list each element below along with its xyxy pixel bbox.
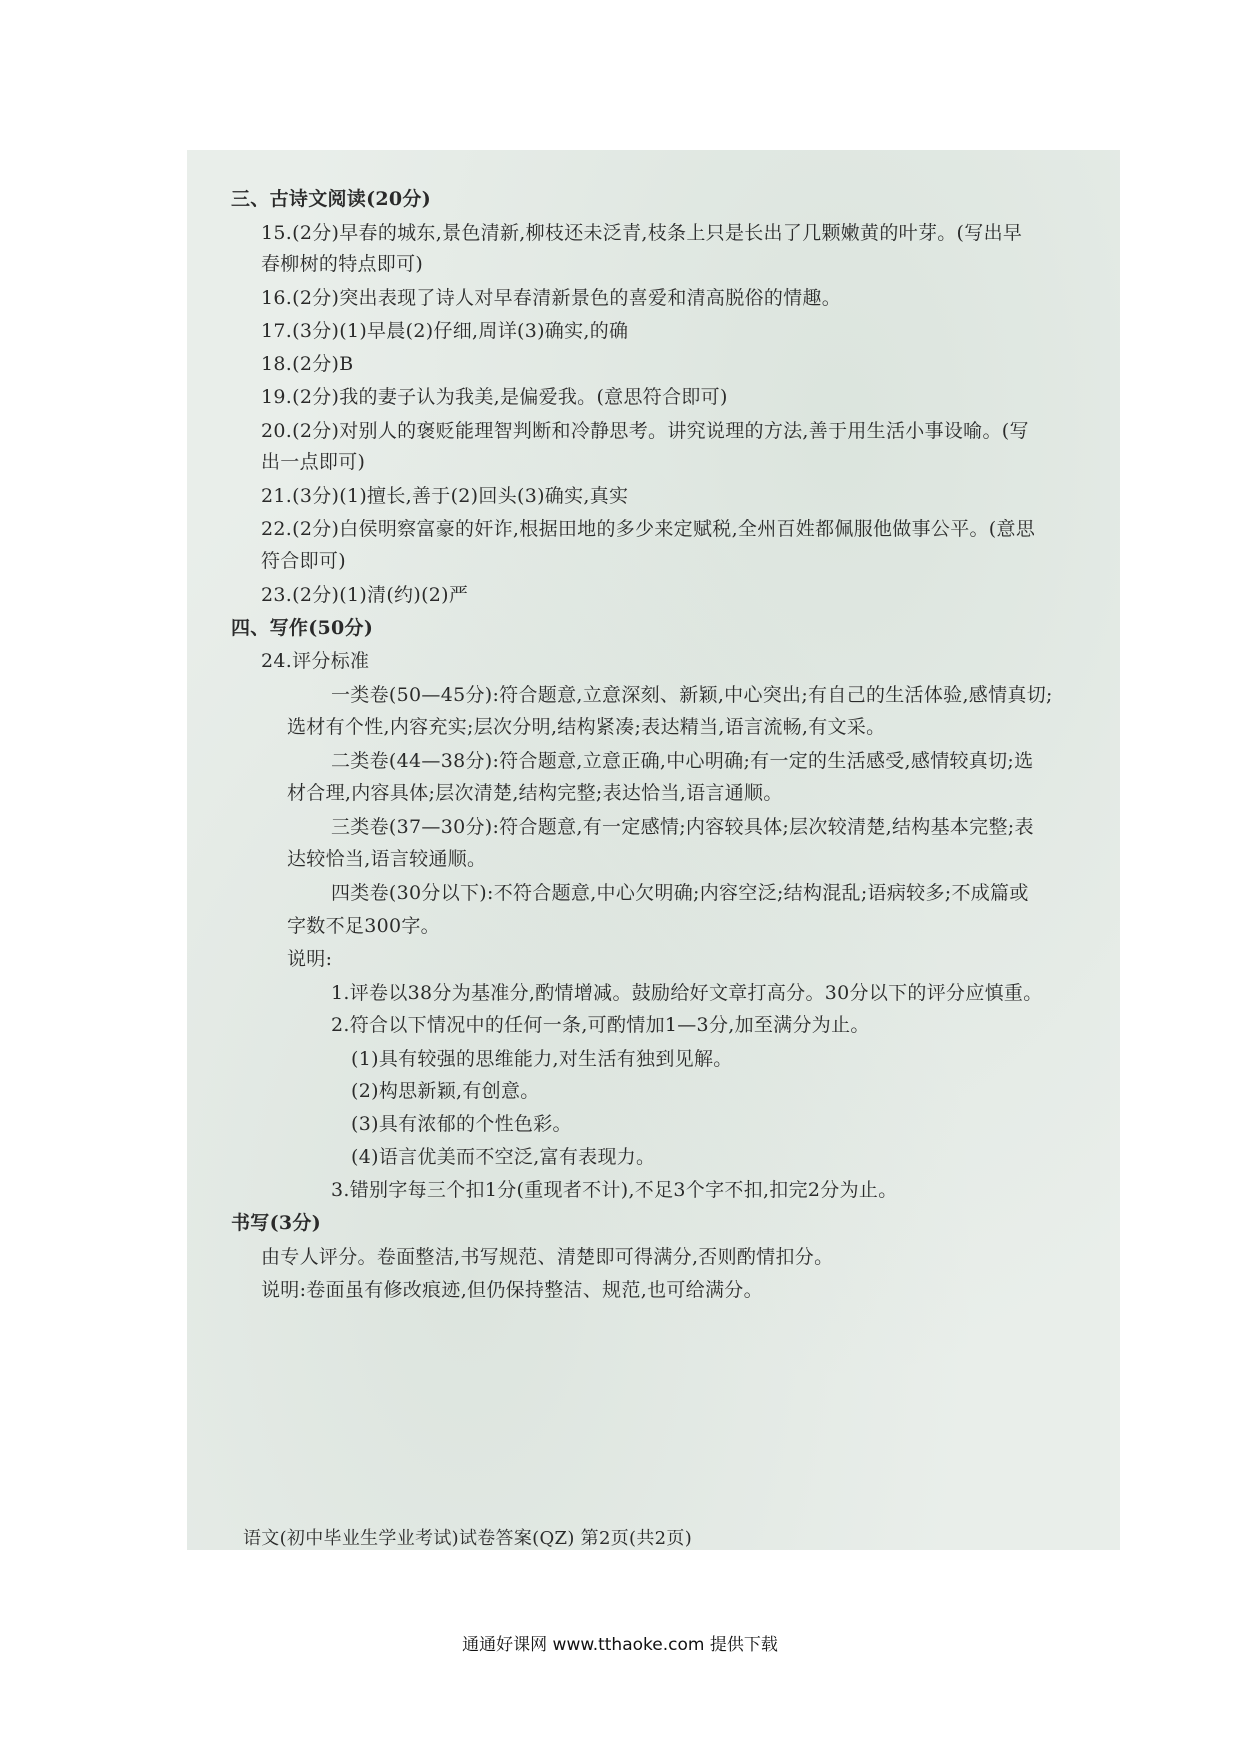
answer-line: 15.(2分)早春的城东,景色清新,柳枝还未泛青,枝条上只是长出了几颗嫩黄的叶芽。(写出早 [261,222,1023,244]
answer-line: 22.(2分)白侯明察富豪的奸诈,根据田地的多少来定赋税,全州百姓都佩服他做事公平。(意思 [261,518,1036,540]
section3-title: 三、古诗文阅读(20分) [231,188,432,210]
answer-line: 23.(2分)(1)清(约)(2)严 [261,584,469,606]
answer-line: (3)具有浓郁的个性色彩。 [351,1113,572,1135]
answer-line: 符合即可) [261,550,346,572]
answer-line: 1.评卷以38分为基准分,酌情增减。鼓励给好文章打高分。30分以下的评分应慎重。 [331,982,1043,1004]
answer-line: 字数不足300字。 [287,915,440,937]
answer-line: 出一点即可) [261,451,366,473]
answer-line: 3.错别字每三个扣1分(重现者不计),不足3个字不扣,扣完2分为止。 [331,1179,898,1201]
answer-line: 24.评分标准 [261,650,370,672]
answer-line: (2)构思新颖,有创意。 [351,1080,540,1102]
answer-line: 春柳树的特点即可) [261,253,424,275]
answer-line: (4)语言优美而不空泛,富有表现力。 [351,1146,656,1168]
answer-line: 2.符合以下情况中的任何一条,可酌情加1—3分,加至满分为止。 [331,1014,870,1036]
answer-line: 20.(2分)对别人的褒贬能理智判断和冷静思考。讲究说理的方法,善于用生活小事设喻。(写 [261,420,1029,442]
answer-line: 材合理,内容具体;层次清楚,结构完整;表达恰当,语言通顺。 [287,782,783,804]
answer-line: 二类卷(44—38分):符合题意,立意正确,中心明确;有一定的生活感受,感情较真切;选 [331,750,1034,772]
answer-line: 由专人评分。卷面整洁,书写规范、清楚即可得满分,否则酌情扣分。 [261,1246,834,1268]
answer-line: 16.(2分)突出表现了诗人对早春清新景色的喜爱和清高脱俗的情趣。 [261,287,842,309]
answer-line: 18.(2分)B [261,353,354,375]
answer-line: 一类卷(50—45分):符合题意,立意深刻、新颖,中心突出;有自己的生活体验,感情真切; [331,684,1053,706]
answer-line: 达较恰当,语言较通顺。 [287,848,487,870]
answer-line: 说明: [287,948,333,970]
answer-line: 说明:卷面虽有修改痕迹,但仍保持整洁、规范,也可给满分。 [261,1279,763,1301]
scanned-answer-page [187,150,1120,1550]
handwriting-title: 书写(3分) [231,1212,321,1234]
page-footer: 语文(初中毕业生学业考试)试卷答案(QZ) 第2页(共2页) [243,1528,693,1549]
answer-line: 17.(3分)(1)早晨(2)仔细,周详(3)确实,的确 [261,320,629,342]
answer-line: 三类卷(37—30分):符合题意,有一定感情;内容较具体;层次较清楚,结构基本完整;表 [331,816,1034,838]
answer-line: (1)具有较强的思维能力,对生活有独到见解。 [351,1048,733,1070]
answer-line: 选材有个性,内容充实;层次分明,结构紧凑;表达精当,语言流畅,有文采。 [287,716,886,738]
download-watermark: 通通好课网 www.tthaoke.com 提供下载 [462,1635,778,1655]
answer-line: 21.(3分)(1)擅长,善于(2)回头(3)确实,真实 [261,485,629,507]
answer-line: 19.(2分)我的妻子认为我美,是偏爱我。(意思符合即可) [261,386,728,408]
section4-title: 四、写作(50分) [231,617,374,639]
answer-line: 四类卷(30分以下):不符合题意,中心欠明确;内容空泛;结构混乱;语病较多;不成篇或 [331,882,1029,904]
